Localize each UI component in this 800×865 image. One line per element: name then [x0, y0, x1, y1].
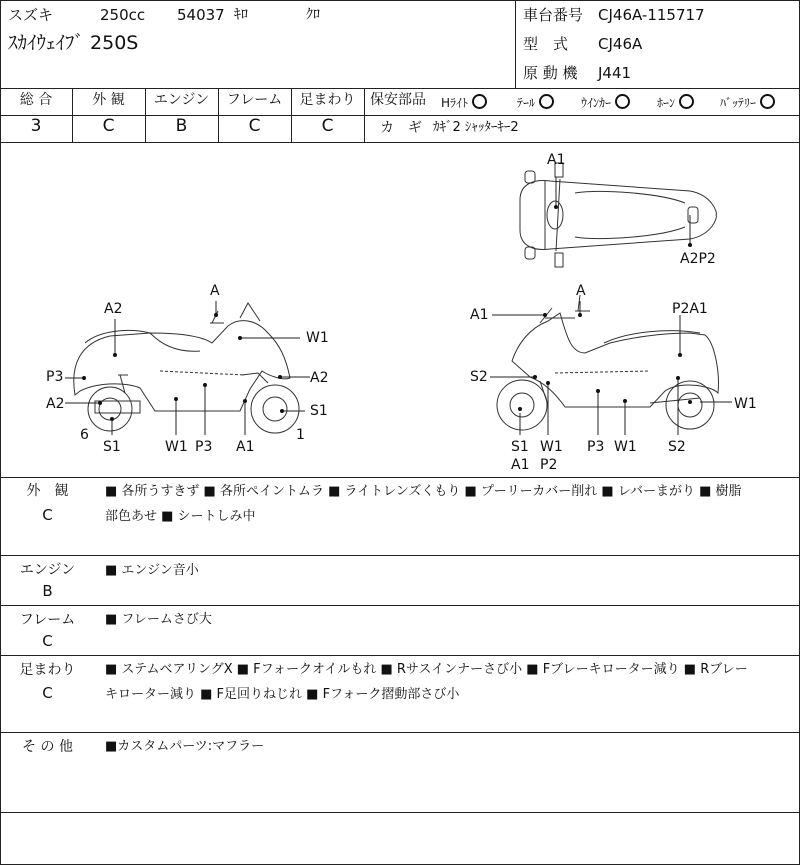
chassis-number: CJ46A-115717 [598, 6, 705, 24]
mileage: 54037 [177, 6, 225, 24]
remarks-top-line [0, 477, 800, 478]
taillight-ok-icon [539, 94, 554, 109]
frame-grade: C [248, 116, 261, 136]
color: ｸﾛ [306, 7, 320, 23]
diag-top-a1: A1 [547, 152, 566, 168]
chassis-label: 車台番号 [523, 6, 584, 24]
engine-value: J441 [598, 64, 632, 82]
remark-engine-line-1: ■ エンジン音小 [105, 563, 199, 578]
damage-dots [82, 205, 692, 421]
diag-left-a2-front: A2 [310, 370, 329, 386]
safety-taillight: ﾃｰﾙ [517, 94, 554, 109]
diag-left-a2-seat: A2 [104, 301, 123, 317]
diag-right-s1: S1 [511, 439, 529, 455]
diag-right-p3: P3 [587, 439, 605, 455]
left-side-scooter [74, 303, 299, 433]
diag-right-a1-bottom: A1 [511, 457, 530, 473]
diag-right-p2a1: P2A1 [672, 301, 708, 317]
remark-frame-line-1: ■ フレームさび大 [105, 612, 212, 627]
suspension-label: 足まわり [299, 92, 356, 108]
diag-top-a2p2: A2P2 [680, 251, 716, 267]
exterior-grade: C [102, 116, 115, 136]
diag-right-a: A [576, 283, 586, 299]
maker-name: スズキ [8, 6, 54, 24]
remark-suspension-label: 足まわり [19, 662, 76, 678]
key-value: ｶｷﾞ2 ｼｬｯﾀｰｷｰ2 [433, 120, 519, 135]
diag-left-w1-bottom: W1 [165, 439, 188, 455]
remark-suspension-grade: C [42, 684, 53, 702]
diag-right-a1: A1 [470, 307, 489, 323]
model-name: ｽｶｲｳｪｲﾌﾞ 250S [8, 32, 139, 54]
diag-left-1: 1 [296, 427, 305, 443]
battery-ok-icon [760, 94, 775, 109]
overall-grade: 3 [30, 116, 42, 136]
diag-right-w1: W1 [734, 396, 757, 412]
diag-right-p2-bottom: P2 [540, 457, 558, 473]
safety-winker: ｳｲﾝｶｰ [581, 94, 630, 109]
type-label: 型 式 [523, 35, 569, 53]
remark-other-label: そ の 他 [22, 739, 73, 755]
displacement: 250cc [100, 6, 146, 24]
diag-left-s1-front: S1 [310, 403, 328, 419]
remark-engine-label: エンジン [19, 562, 76, 578]
exterior-label: 外 観 [92, 92, 125, 108]
diag-left-p3-bottom: P3 [195, 439, 213, 455]
mileage-unit: ｷﾛ [234, 7, 248, 23]
diag-right-w1-bottom: W1 [540, 439, 563, 455]
remark-suspension-line-1: ■ ステムベアリングX ■ Fフォークオイルもれ ■ Rサスインナーさび小 ■ Fブレーキローター減り ■ Rブレー [105, 662, 748, 677]
suspension-grade: C [321, 116, 334, 136]
horn-ok-icon [679, 94, 694, 109]
diag-left-6: 6 [80, 427, 89, 443]
safety-headlight: Hﾗｲﾄ [441, 94, 487, 109]
remark-frame-label: フレーム [19, 612, 76, 628]
diag-left-a: A [210, 283, 220, 299]
remark-exterior-line-1: ■ 各所うすきず ■ 各所ペイントムラ ■ ライトレンズくもり ■ プーリーカバー削れ ■ レバーまがり ■ 樹脂 [105, 484, 742, 499]
engine-grade: B [175, 116, 188, 136]
diag-right-w1-bottom-2: W1 [614, 439, 637, 455]
diag-left-a1-bottom: A1 [236, 439, 255, 455]
frame-label: フレーム [226, 92, 283, 108]
engine-label: 原 動 機 [523, 64, 578, 82]
header-divider [515, 0, 516, 88]
headlight-ok-icon [472, 94, 487, 109]
key-label: カ ギ [380, 120, 422, 136]
winker-ok-icon [615, 94, 630, 109]
remark-exterior-label: 外 観 [26, 483, 69, 499]
safety-horn: ﾎｰﾝ [657, 94, 694, 109]
right-leaders [490, 301, 732, 435]
remark-exterior-line-2: 部色あせ ■ シートしみ中 [105, 509, 256, 524]
remark-engine-grade: B [42, 582, 53, 600]
diag-left-s1: S1 [103, 439, 121, 455]
remark-suspension-line-2: キローター減り ■ F足回りねじれ ■ Fフォーク摺動部さび小 [105, 687, 460, 702]
diag-left-a2-rear: A2 [46, 396, 65, 412]
left-leaders [65, 301, 310, 435]
engine-grade-label: エンジン [153, 92, 210, 108]
diag-left-p3: P3 [46, 369, 64, 385]
type-value: CJ46A [598, 35, 643, 53]
remark-frame-grade: C [42, 632, 53, 650]
diag-left-w1: W1 [306, 330, 329, 346]
diag-right-s2: S2 [470, 369, 488, 385]
grades-top-line [0, 88, 800, 89]
diag-right-s2-bottom: S2 [668, 439, 686, 455]
safety-battery: ﾊﾞｯﾃﾘｰ [720, 94, 775, 109]
safety-parts-label: 保安部品 [370, 92, 426, 108]
remark-exterior-grade: C [42, 506, 53, 524]
overall-label: 総 合 [19, 92, 53, 108]
remark-other-line-1: ■カスタムパーツ:マフラー [105, 739, 265, 754]
